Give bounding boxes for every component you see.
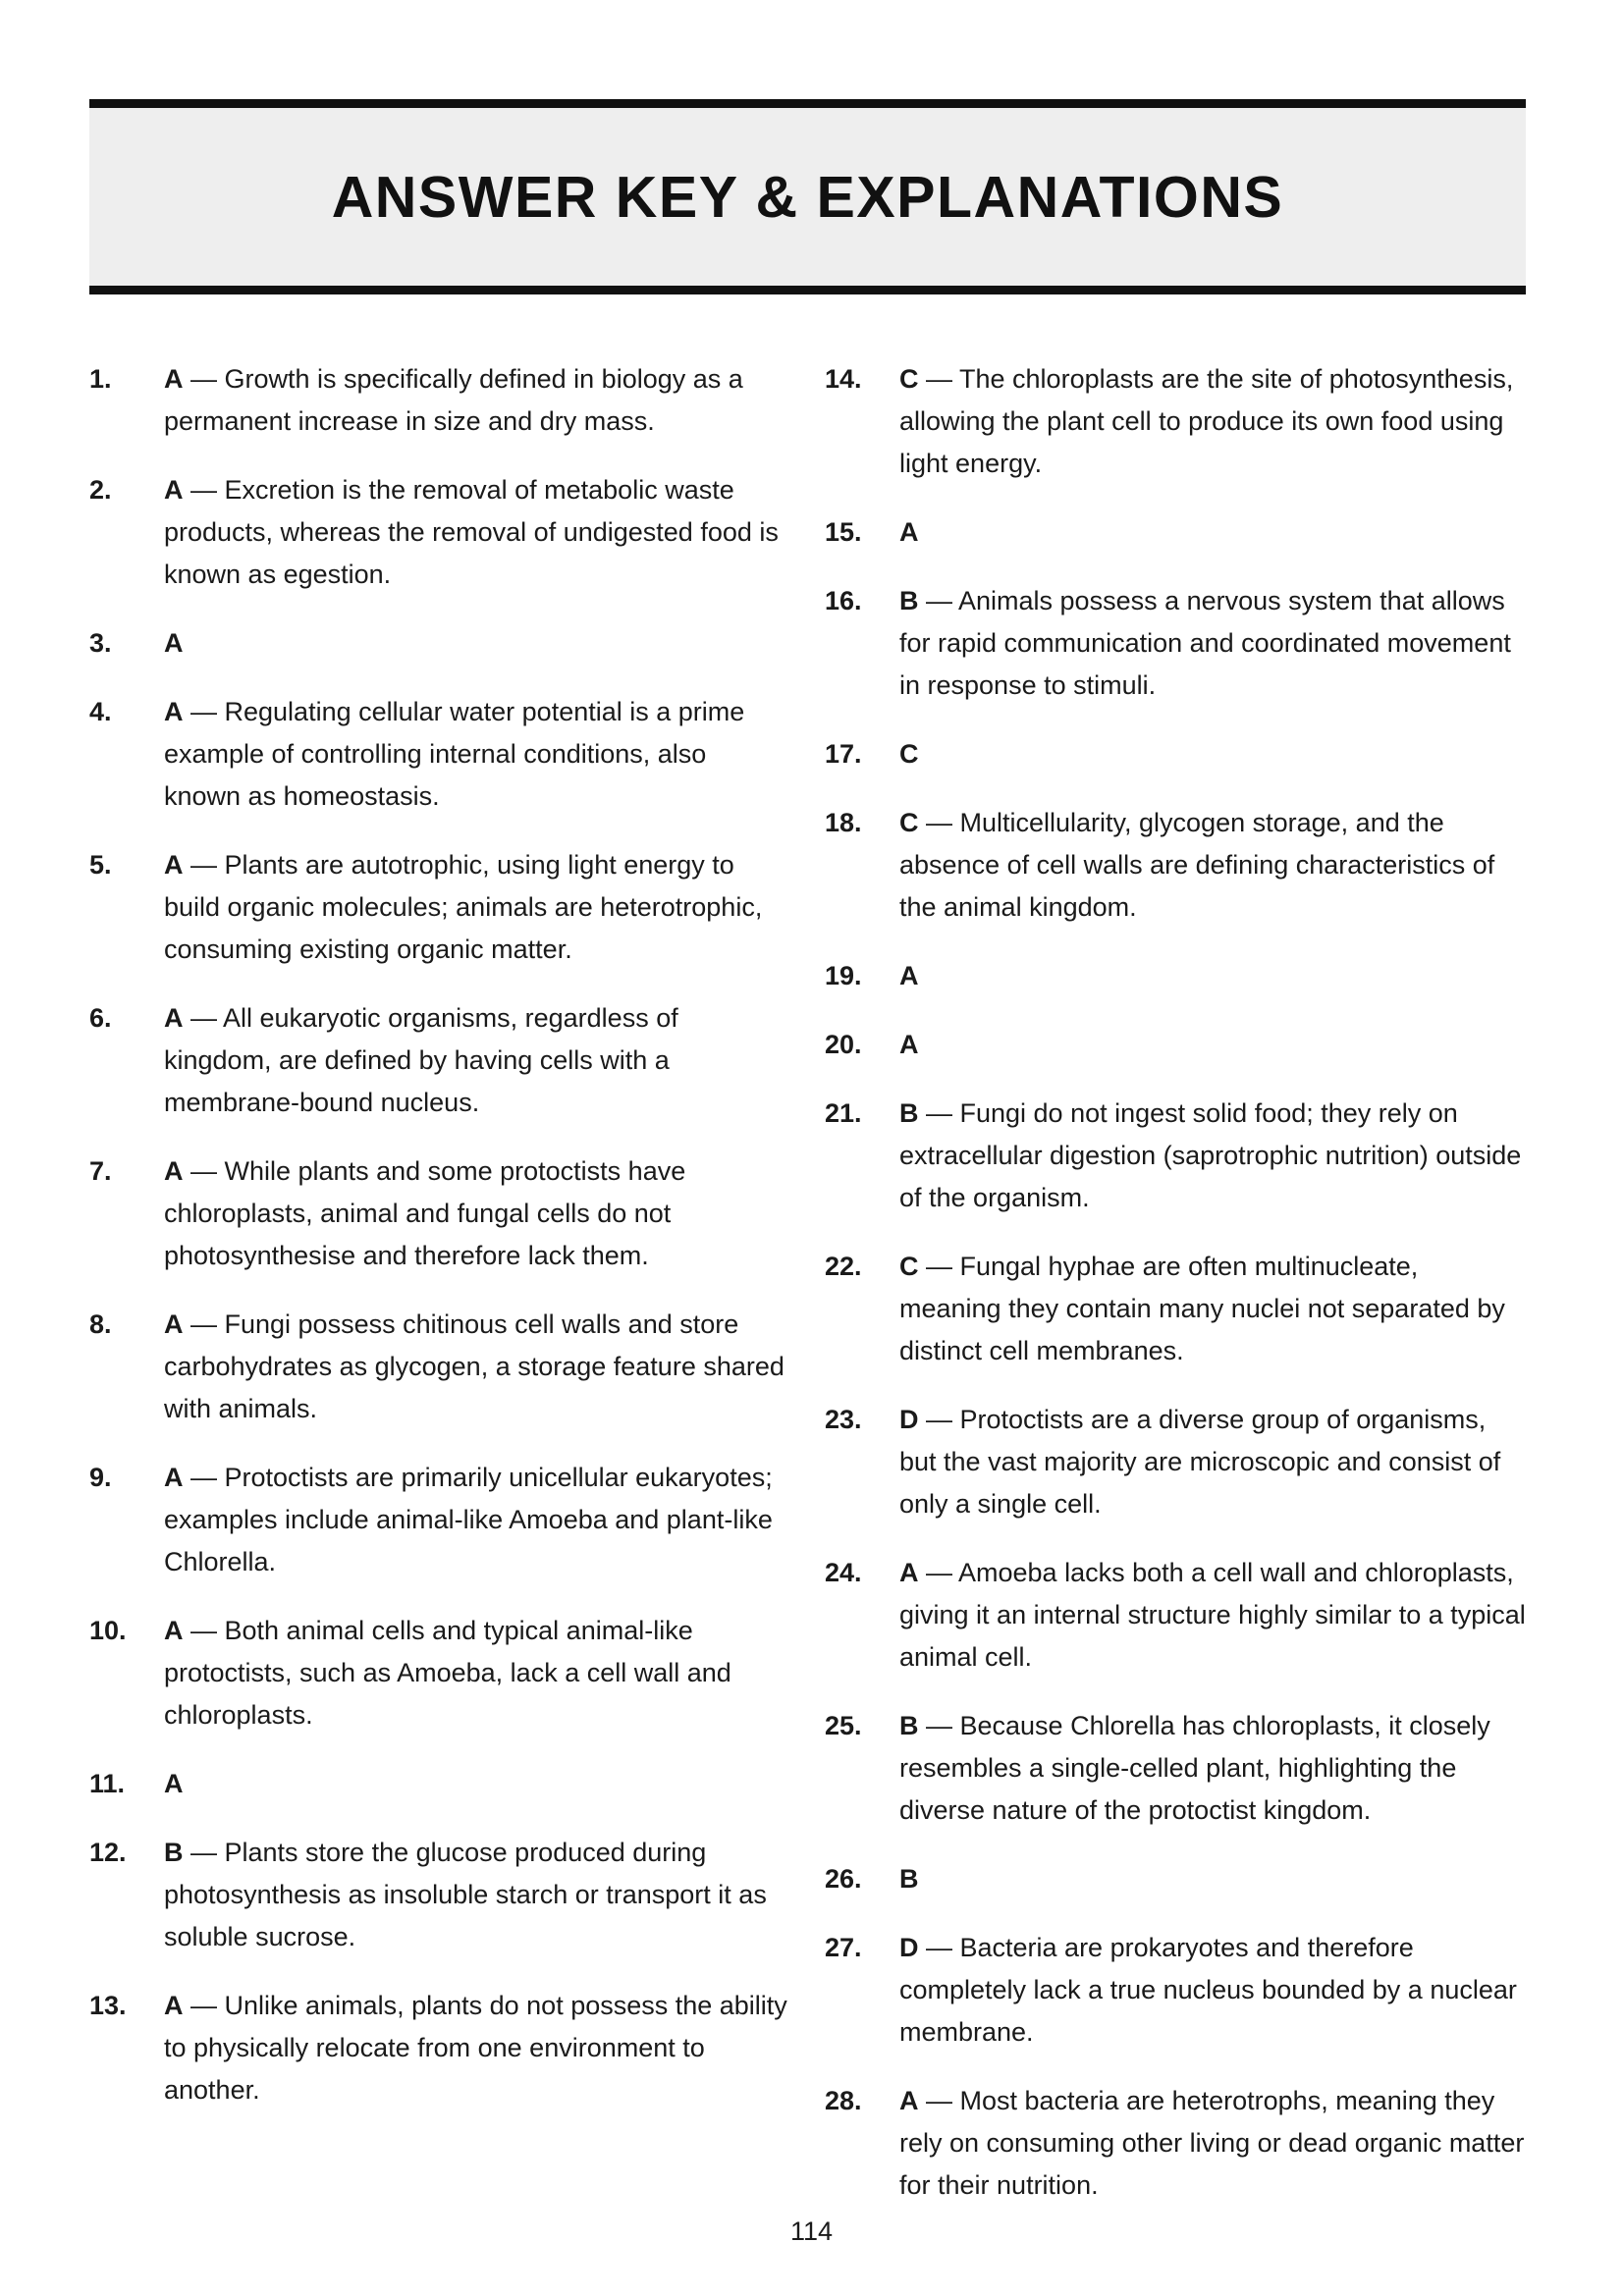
answer-item [89,1832,788,1958]
answer-text [899,1858,1526,1900]
answer-item [89,358,788,443]
answer-text [164,1832,788,1958]
answer-item [825,1399,1526,1525]
answer-letter: A [164,628,184,658]
explanation: — Amoeba lacks both a cell wall and chloroplasts, giving it an internal structure highly similar to a typical animal cell. [899,1558,1526,1672]
answer-text [164,997,788,1124]
answer-letter: B [899,1864,919,1894]
question-number: 17. [825,739,862,769]
question-number: 9. [89,1463,112,1492]
answer-letter: A [899,2086,919,2115]
explanation: — Growth is specifically defined in biology as a permanent increase in size and dry mass. [164,364,743,436]
answer-letter: A [164,850,184,880]
explanation: — Fungi possess chitinous cell walls and store carbohydrates as glycogen, a storage feature shared with animals. [164,1309,784,1423]
explanation: — Excretion is the removal of metabolic waste products, whereas the removal of undigested food is known as egestion. [164,475,779,589]
answer-item [825,802,1526,929]
explanation: — Multicellularity, glycogen storage, and the absence of cell walls are defining characteristics of the animal kingdom. [899,808,1495,922]
answer-item [89,1985,788,2111]
answer-letter: B [164,1838,184,1867]
answer-item [825,2080,1526,2207]
explanation: — Protoctists are primarily unicellular eukaryotes; examples include animal-like Amoeba and plant-like Chlorella. [164,1463,773,1576]
answer-letter: A [899,1030,919,1059]
answer-item [89,1763,788,1805]
answer-item [89,844,788,971]
explanation: — While plants and some protoctists have chloroplasts, animal and fungal cells do not photosynthesise and therefore lack them. [164,1156,686,1270]
answer-letter: B [899,1711,919,1740]
answer-letter: A [899,961,919,990]
answer-text [899,802,1526,929]
question-number: 7. [89,1156,112,1186]
answer-text [164,691,788,818]
question-number: 27. [825,1933,862,1962]
answer-item [825,1705,1526,1832]
answer-letter: C [899,1252,919,1281]
answer-letter: A [164,1309,184,1339]
question-number: 14. [825,364,862,394]
question-number: 11. [89,1769,126,1798]
page-title: ANSWER KEY & EXPLANATIONS [331,164,1284,230]
question-number: 22. [825,1252,862,1281]
answer-item [89,1610,788,1736]
question-number: 21. [825,1098,862,1128]
answer-letter: B [899,586,919,615]
answer-column-left [89,358,788,2138]
answer-text [899,580,1526,707]
answer-text [164,844,788,971]
answer-text [899,1246,1526,1372]
answer-letter: A [164,1769,184,1798]
answer-text [164,1763,788,1805]
answer-letter: A [164,475,184,505]
explanation: — Plants store the glucose produced during photosynthesis as insoluble starch or transport it as soluble sucrose. [164,1838,767,1951]
answer-item [89,1150,788,1277]
answer-text [164,1150,788,1277]
page-number: 114 [789,2216,834,2246]
question-number: 24. [825,1558,862,1587]
explanation: — Both animal cells and typical animal-like protoctists, such as Amoeba, lack a cell wall and chloroplasts. [164,1616,731,1730]
answer-letter: C [899,808,919,837]
answer-letter: A [164,1156,184,1186]
answer-item [89,1457,788,1583]
answer-text [899,358,1526,485]
answer-text [164,1304,788,1430]
answer-letter: C [899,364,919,394]
answer-text [164,358,788,443]
answer-letter: A [899,517,919,547]
answer-text [899,1093,1526,1219]
explanation: — Fungi do not ingest solid food; they rely on extracellular digestion (saprotrophic nutrition) outside of the organism. [899,1098,1522,1212]
answer-text [899,733,1526,775]
question-number: 28. [825,2086,862,2115]
explanation: — The chloroplasts are the site of photosynthesis, allowing the plant cell to produce its own food using light energy. [899,364,1514,478]
answer-item [825,1093,1526,1219]
question-number: 10. [89,1616,127,1645]
answer-item [825,955,1526,997]
answer-column-right [825,358,1526,2233]
question-number: 23. [825,1405,862,1434]
answer-text [164,1985,788,2111]
question-number: 12. [89,1838,127,1867]
answer-text [899,955,1526,997]
explanation: — Because Chlorella has chloroplasts, it closely resembles a single-celled plant, highlighting the diverse nature of the protoctist kingdom. [899,1711,1490,1825]
answer-item [825,1927,1526,2054]
explanation: — Animals possess a nervous system that allows for rapid communication and coordinated movement in response to stimuli. [899,586,1511,700]
answer-item [89,997,788,1124]
question-number: 20. [825,1030,862,1059]
question-number: 26. [825,1864,862,1894]
question-number: 1. [89,364,112,394]
question-number: 13. [89,1991,127,2020]
answer-item [825,733,1526,775]
answer-item [825,1858,1526,1900]
explanation: — Plants are autotrophic, using light energy to build organic molecules; animals are heterotrophic, consuming existing organic matter. [164,850,763,964]
answer-item [825,580,1526,707]
answer-letter: B [899,1098,919,1128]
question-number: 18. [825,808,862,837]
answer-item [89,622,788,665]
question-number: 6. [89,1003,112,1033]
question-number: 25. [825,1711,862,1740]
explanation: — Unlike animals, plants do not possess the ability to physically relocate from one environment to another. [164,1991,787,2105]
explanation: — Most bacteria are heterotrophs, meaning they rely on consuming other living or dead organic matter for their nutrition. [899,2086,1525,2200]
answer-text [899,2080,1526,2207]
answer-text [164,622,788,665]
answer-letter: A [164,1991,184,2020]
answer-letter: A [164,1003,184,1033]
question-number: 19. [825,961,862,990]
explanation: — Bacteria are prokaryotes and therefore completely lack a true nucleus bounded by a nuclear membrane. [899,1933,1517,2047]
answer-letter: A [164,364,184,394]
answer-text [164,1610,788,1736]
answer-letter: C [899,739,919,769]
answer-letter: A [899,1558,919,1587]
question-number: 3. [89,628,112,658]
explanation: — Protoctists are a diverse group of organisms, but the vast majority are microscopic and consist of only a single cell. [899,1405,1501,1519]
question-number: 15. [825,517,862,547]
answer-item [825,1024,1526,1066]
title-banner [89,99,1526,294]
explanation: — Regulating cellular water potential is a prime example of controlling internal conditions, also known as homeostasis. [164,697,745,811]
answer-item [825,1246,1526,1372]
answer-text [899,511,1526,554]
answer-text [899,1552,1526,1679]
answer-item [825,358,1526,485]
question-number: 5. [89,850,112,880]
answer-letter: D [899,1933,919,1962]
question-number: 2. [89,475,112,505]
answer-item [89,1304,788,1430]
explanation: — All eukaryotic organisms, regardless of kingdom, are defined by having cells with a membrane-bound nucleus. [164,1003,678,1117]
explanation: — Fungal hyphae are often multinucleate, meaning they contain many nuclei not separated by distinct cell membranes. [899,1252,1505,1365]
answer-text [899,1927,1526,2054]
answer-text [899,1705,1526,1832]
answer-text [164,1457,788,1583]
question-number: 16. [825,586,862,615]
question-number: 4. [89,697,112,726]
answer-item [825,511,1526,554]
answer-item [825,1552,1526,1679]
answer-item [89,691,788,818]
answer-text [164,469,788,596]
answer-item [89,469,788,596]
answer-letter: A [164,697,184,726]
answer-text [899,1024,1526,1066]
answer-letter: D [899,1405,919,1434]
answer-letter: A [164,1616,184,1645]
answer-text [899,1399,1526,1525]
question-number: 8. [89,1309,112,1339]
answer-letter: A [164,1463,184,1492]
